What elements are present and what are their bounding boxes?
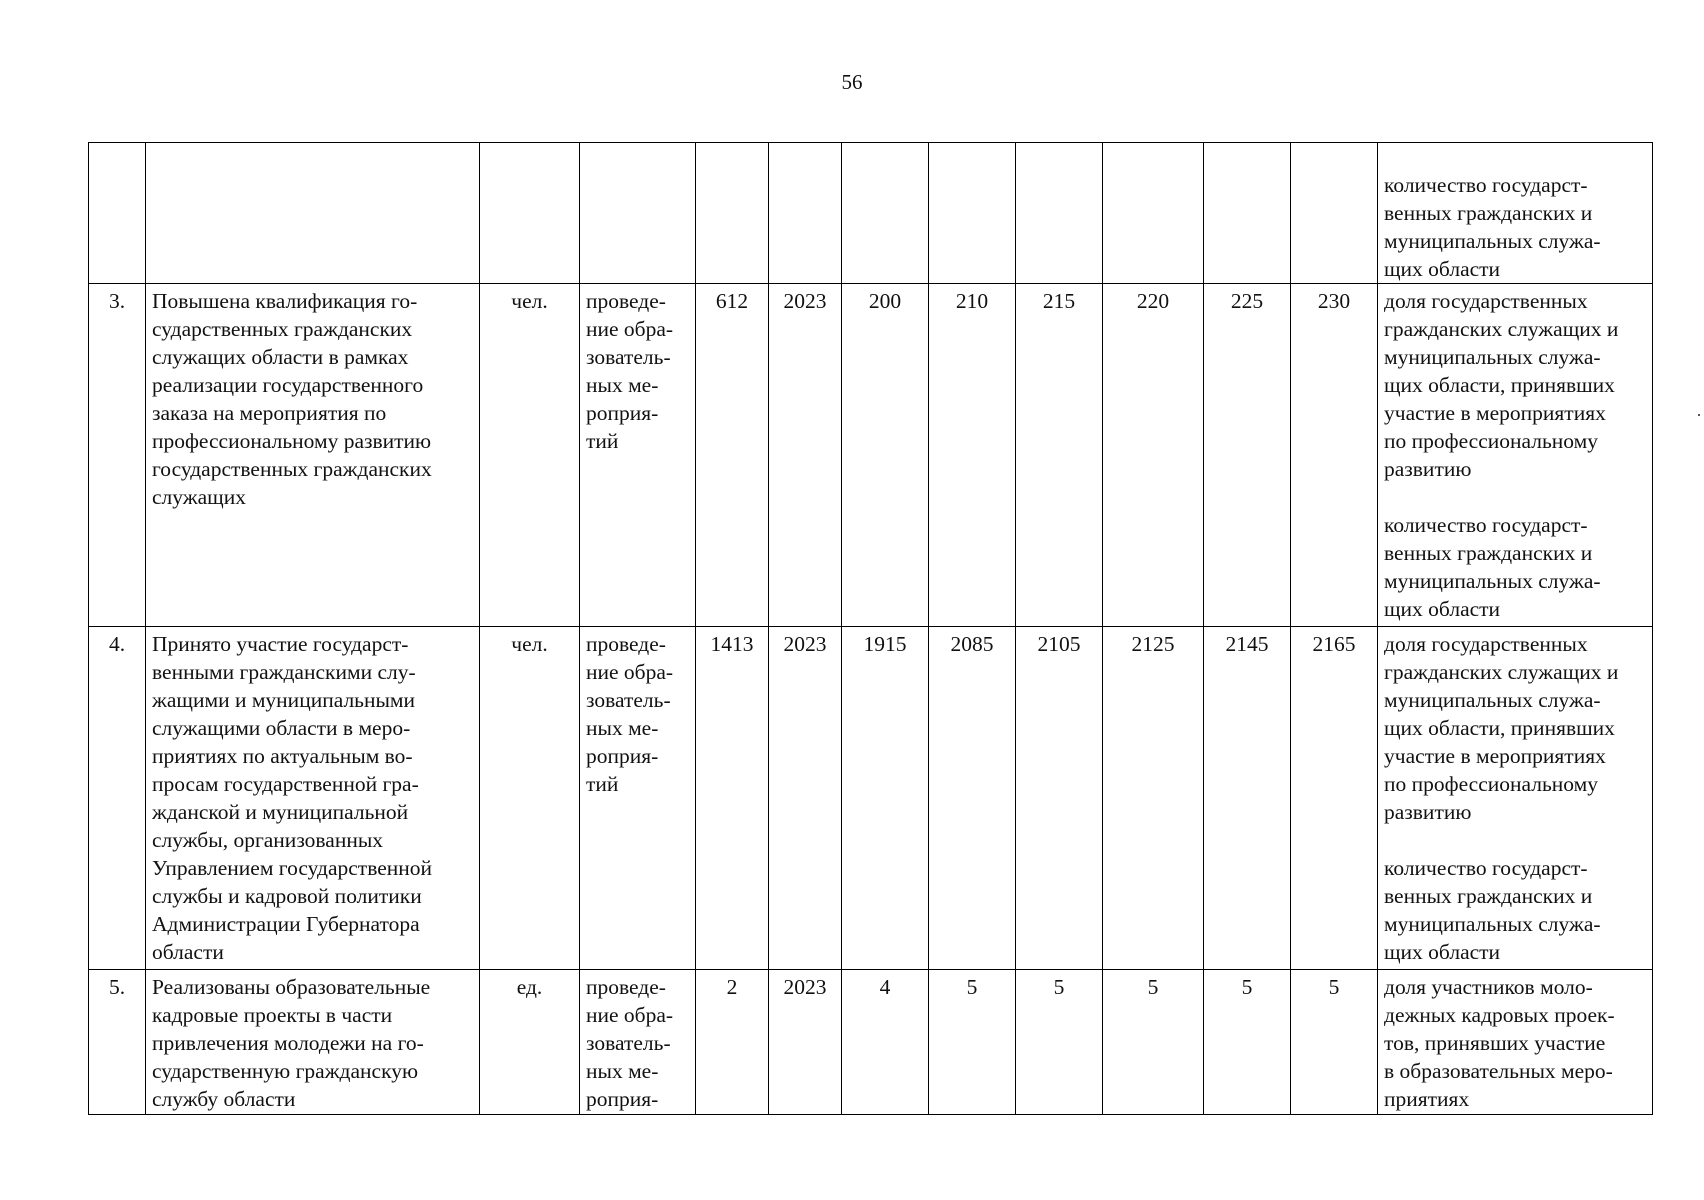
cell-basis: проведе- ние обра- зователь- ных ме- роприя- тий (580, 284, 696, 627)
cell-value: 2125 (1103, 627, 1204, 970)
cell-base-value: 612 (696, 284, 769, 627)
cell-value: 5 (929, 970, 1016, 1115)
table-row (89, 284, 1653, 627)
cell-value: 2105 (1016, 627, 1103, 970)
cell-value: 5 (1016, 970, 1103, 1115)
cell-result: Реализованы образовательные кадровые проекты в части привлечения молодежи на го- сударственную гражданскую службу области (146, 970, 480, 1115)
cell-value: 5 (1291, 970, 1378, 1115)
cell-num: 4. (89, 627, 146, 970)
cell-basis (580, 143, 696, 284)
cell-unit (480, 143, 580, 284)
cell-value: 225 (1204, 284, 1291, 627)
page-number: 56 (841, 70, 863, 94)
cell-base-year: 2023 (769, 627, 842, 970)
cell-base-year: 2023 (769, 970, 842, 1115)
cell-value (1204, 143, 1291, 284)
indicator-share: доля участников моло- дежных кадровых проек- тов, принявших участие в образовательных меро- приятиях (1384, 975, 1615, 1111)
cell-value: 1915 (842, 627, 929, 970)
cell-value: 210 (929, 284, 1016, 627)
cell-indicator (1378, 284, 1653, 627)
indicator-share: доля государственных гражданских служащих и муниципальных служа- щих области, принявших участие в мероприятиях по профессиональному развитию (1384, 289, 1619, 481)
cell-value: 2085 (929, 627, 1016, 970)
cell-value: 2145 (1204, 627, 1291, 970)
cell-num: 5. (89, 970, 146, 1115)
cell-value: 2165 (1291, 627, 1378, 970)
cell-base-value: 1413 (696, 627, 769, 970)
cell-base-value (696, 143, 769, 284)
scan-speck (1698, 414, 1700, 416)
indicator-count: количество государст- венных гражданских и муниципальных служа- щих области (1384, 856, 1601, 964)
cell-value: 220 (1103, 284, 1204, 627)
cell-value: 215 (1016, 284, 1103, 627)
cell-value (842, 143, 929, 284)
indicator-share: доля государственных гражданских служащих и муниципальных служа- щих области, принявших участие в мероприятиях по профессиональному развитию (1384, 632, 1619, 824)
table-row-continuation (89, 143, 1653, 284)
cell-basis: проведе- ние обра- зователь- ных ме- роприя- тий (580, 627, 696, 970)
cell-indicator (1378, 627, 1653, 970)
cell-result: Повышена квалификация го- сударственных гражданских служащих области в рамках реализации государственного заказа на мероприятия по профессиональному развитию государственных гражданских служащих (146, 284, 480, 627)
cell-base-year (769, 143, 842, 284)
cell-basis: проведе- ние обра- зователь- ных ме- роприя- (580, 970, 696, 1115)
cell-unit: чел. (480, 627, 580, 970)
table-row (89, 627, 1653, 970)
indicator-count: количество государст- венных гражданских и муниципальных служа- щих области (1384, 513, 1601, 621)
cell-value: 200 (842, 284, 929, 627)
cell-num: 3. (89, 284, 146, 627)
cell-unit: чел. (480, 284, 580, 627)
cell-unit: ед. (480, 970, 580, 1115)
cell-value: 5 (1204, 970, 1291, 1115)
results-table (88, 142, 1653, 1115)
cell-indicator (1378, 970, 1653, 1115)
cell-value (1016, 143, 1103, 284)
cell-base-value: 2 (696, 970, 769, 1115)
indicator-text: количество государст- венных гражданских и муниципальных служа- щих области (1384, 173, 1601, 281)
cell-value (929, 143, 1016, 284)
cell-value (1291, 143, 1378, 284)
table-row (89, 970, 1653, 1115)
cell-result: Принято участие государст- венными гражданскими слу- жащими и муниципальными служащими области в меро- приятиях по актуальным во- просам государственной гра- жданской и муниципальной службы, организованных Управлением государственной службы и кадровой политики Администрации Губернатора области (146, 627, 480, 970)
cell-value (1103, 143, 1204, 284)
cell-indicator (1378, 143, 1653, 284)
cell-base-year: 2023 (769, 284, 842, 627)
cell-result (146, 143, 480, 284)
cell-value: 5 (1103, 970, 1204, 1115)
cell-value: 4 (842, 970, 929, 1115)
cell-num (89, 143, 146, 284)
cell-value: 230 (1291, 284, 1378, 627)
